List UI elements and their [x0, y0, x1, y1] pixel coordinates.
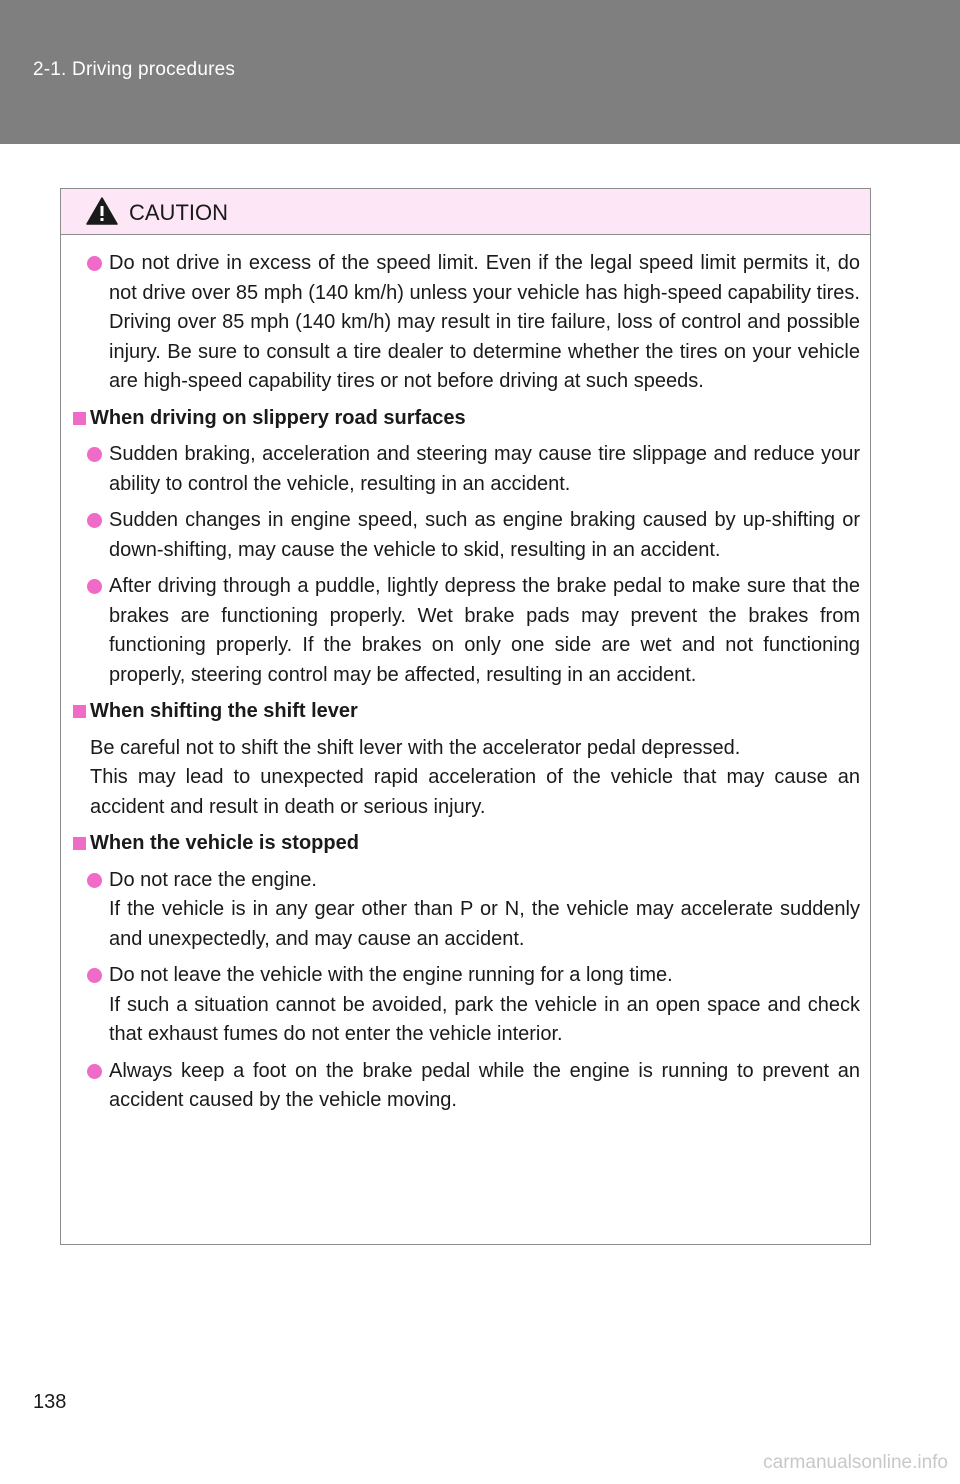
- bullet-sudden-braking: Sudden braking, acceleration and steering may cause tire slippage and reduce your ability to control the vehicle, resulting in an accident.: [73, 440, 860, 499]
- bullet-icon: [87, 256, 102, 271]
- heading-shift-lever: When shifting the shift lever: [73, 697, 860, 727]
- heading-vehicle-stopped: When the vehicle is stopped: [73, 829, 860, 859]
- warning-icon: [86, 197, 118, 225]
- page-number: 138: [33, 1391, 67, 1413]
- caution-header: [61, 189, 870, 235]
- square-bullet-icon: [73, 412, 86, 425]
- caution-box: [60, 188, 871, 1245]
- bullet-engine-speed: Sudden changes in engine speed, such as engine braking caused by up-shifting or down-shifting, may cause the vehicle to skid, resulting in an accident.: [73, 506, 860, 565]
- shift-lever-text: Be careful not to shift the shift lever with the accelerator pedal depressed. This may lead to unexpected rapid acceleration of the vehicle that may cause an accident and result in death or serious injury.: [90, 736, 860, 818]
- square-bullet-icon: [73, 705, 86, 718]
- heading-slippery-roads: When driving on slippery road surfaces: [73, 404, 860, 434]
- page-header: [0, 0, 960, 144]
- caution-label: CAUTION: [129, 200, 228, 225]
- bullet-icon: [87, 447, 102, 462]
- bullet-icon: [87, 873, 102, 888]
- bullet-brake-pedal: Always keep a foot on the brake pedal while the engine is running to prevent an accident caused by the vehicle moving.: [73, 1057, 860, 1116]
- bullet-icon: [87, 579, 102, 594]
- bullet-speed-limit: Do not drive in excess of the speed limit. Even if the legal speed limit permits it, do not drive over 85 mph (140 km/h) unless your vehicle has high-speed capability tires. Driving over 85 mph (140 km/h) may result in tire failure, loss of control and possible injury. Be sure to consult a tire dealer to determine whether the tires on your vehicle are high-speed capability tires or not before driving at such speeds.: [73, 249, 860, 397]
- section-title: 2-1. Driving procedures: [33, 59, 236, 80]
- bullet-icon: [87, 513, 102, 528]
- bullet-puddle: After driving through a puddle, lightly depress the brake pedal to make sure that the brakes are functioning properly. Wet brake pads may prevent the brakes from functioning properly. If the brakes on only one side are wet and not functioning properly, steering control may be affected, resulting in an accident.: [73, 572, 860, 690]
- watermark: carmanualsonline.info: [763, 1452, 948, 1473]
- bullet-engine-running: Do not leave the vehicle with the engine running for a long time. If such a situation cannot be avoided, park the vehicle in an open space and check that exhaust fumes do not enter the vehicle interior.: [73, 961, 860, 1050]
- bullet-race-engine: Do not race the engine. If the vehicle is in any gear other than P or N, the vehicle may accelerate suddenly and unexpectedly, and may cause an accident.: [73, 866, 860, 955]
- bullet-icon: [87, 968, 102, 983]
- caution-body: [61, 235, 870, 1116]
- square-bullet-icon: [73, 837, 86, 850]
- bullet-icon: [87, 1064, 102, 1079]
